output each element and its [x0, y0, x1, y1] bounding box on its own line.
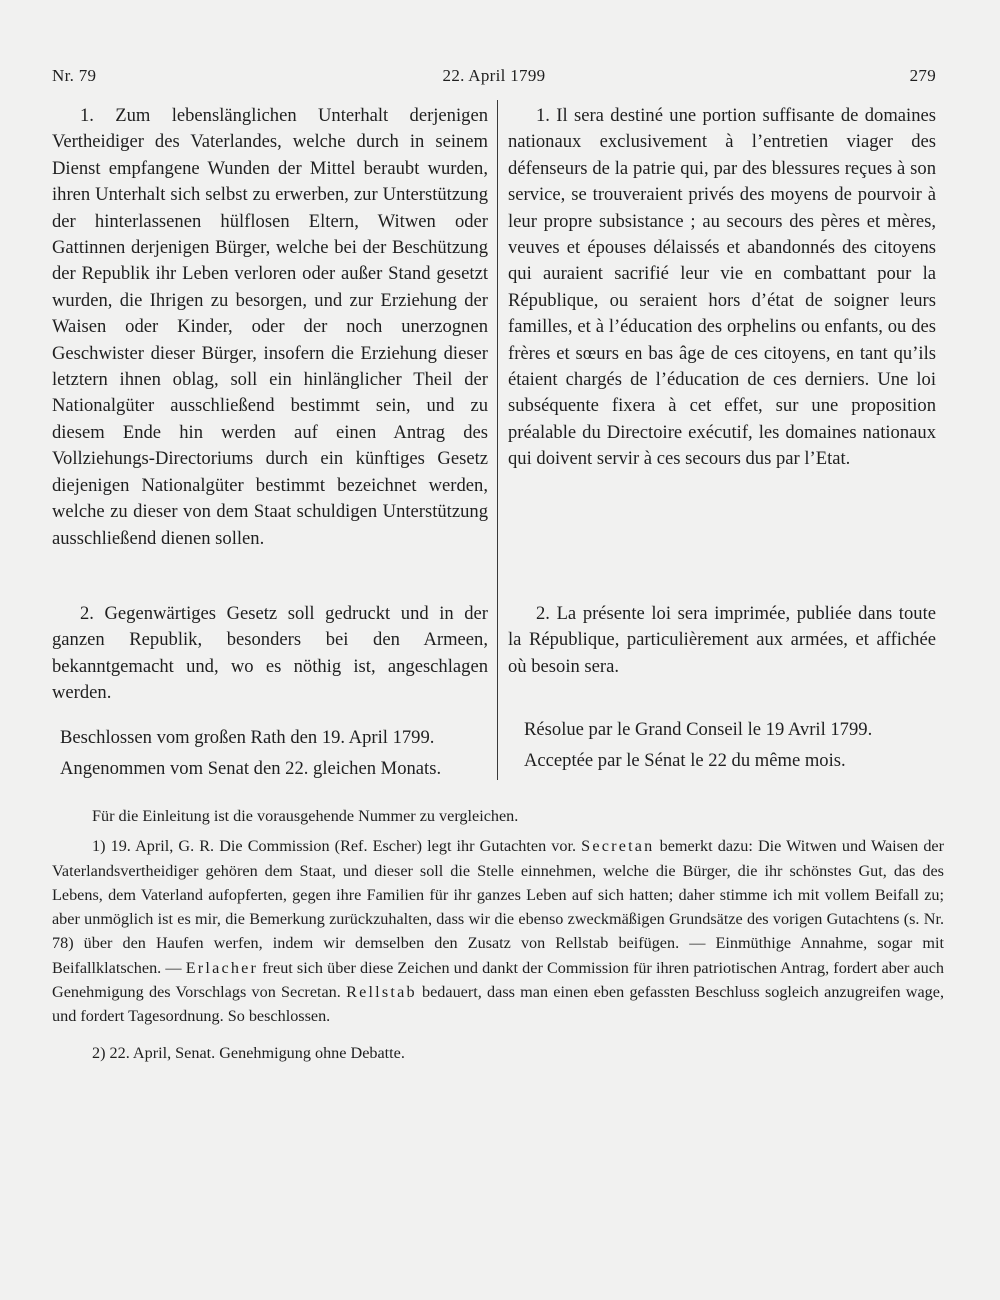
french-resolved-line: Résolue par le Grand Conseil le 19 Avril 1799. — [524, 719, 873, 740]
german-accepted-line: Angenommen vom Senat den 22. gleichen Monats. — [60, 758, 442, 780]
column-divider — [497, 100, 498, 780]
document-date: 22. April 1799 — [442, 66, 546, 85]
footnote-1-opening: 1) 19. April, G. R. Die Commission (Ref. Escher) legt ihr Gutachten vor. — [92, 837, 577, 856]
french-decision-block — [508, 717, 936, 775]
german-resolved-line: Beschlossen vom großen Rath den 19. April 1799. — [60, 727, 435, 748]
german-decision-block — [52, 725, 488, 783]
footnote-intro: Für die Einleitung ist die vorausgehende Nummer zu vergleichen. — [92, 807, 519, 825]
speaker-name-erlacher: Erlacher — [185, 958, 259, 977]
footnote-1 — [52, 834, 944, 1028]
german-column — [52, 103, 488, 780]
footnotes — [52, 804, 944, 1065]
german-article-2: 2. Gegenwärtiges Gesetz soll gedruckt und in der ganzen Republik, besonders bei den Armeen, bekanntgemacht und, wo es nöthig ist, angeschlagen werden. — [52, 603, 488, 704]
footnote-1-secretan-remarks: bemerkt dazu: Die Witwen und Waisen der Vaterlandsvertheidiger gehören dem Staat, und dieser soll die Stelle einnehmen, welche die Bürger, die ihr schönstes Gut, das des Lebens, dem Vaterland aufopferten, gegen ihre Familien für ihr ganzes Leben auf sich hatten; daher stimme ich mit vollem Beifall zu; aber unmöglich ist es mir, die Bemerkung zurückzuhalten, dass wir die ebenso zweckmäßigen Grundsätze des vorigen Gutachtens (s. Nr. 78) über den Haufen werfen, indem wir demselben den Zusatz von Rellstab beifügen. — Einmüthige Annahme, sogar mit Beifallklatschen. — — [52, 837, 944, 977]
footnote-1-rellstab-remarks: bedauert, dass man einen eben gefassten Beschluss sogleich anzugreifen wage, und fordert Tagesordnung. So beschlossen. — [52, 983, 944, 1026]
german-article-2-block — [52, 601, 488, 707]
page-header — [52, 66, 936, 90]
french-article-2-block — [508, 601, 936, 680]
footnote-2: 2) 22. April, Senat. Genehmigung ohne Debatte. — [92, 1043, 405, 1062]
french-accepted-line: Acceptée par le Sénat le 22 du même mois. — [524, 750, 846, 772]
french-article-2: 2. La présente loi sera imprimée, publiée dans toute la République, particulièrement aux armées, et affichée où besoin sera. — [508, 603, 936, 677]
speaker-name-rellstab: Rellstab — [346, 983, 417, 1002]
french-column — [508, 103, 936, 772]
speaker-name-secretan: Secretan — [581, 837, 655, 856]
page-number: 279 — [909, 66, 936, 85]
footnote-1-erlacher-remarks: freut sich über diese Zeichen und dankt der Commission für ihren patriotischen Antrag, fordert aber auch Genehmigung des Vorschlags von Secretan. — [52, 958, 945, 1002]
french-article-1: 1. Il sera destiné une portion suffisante de domaines nationaux exclusivement à l’entretien viager des défenseurs de la patrie qui, par des blessures reçues à son service, se trouveraient privés des moyens de pourvoir à leur propre subsistance ; au secours des pères et mères, veuves et épouses délaissés et abandonnés des citoyens qui auraient sacrifié leur vie en combattant pour la République, ou seraient hors d’état de soigner leurs familles, et à l’éducation des orphelins ou enfants, ou des frères et sœurs en bas âge de ces citoyens, en tant qu’ils étaient chargés de l’éducation de ces derniers. Une loi subséquente fixera à cet effet, sur une proposition préalable du Directoire exécutif, les domaines nationaux qui doivent servir à ces secours dus par l’Etat. — [508, 105, 936, 470]
german-article-1: 1. Zum lebenslänglichen Unterhalt derjenigen Vertheidiger des Vaterlandes, welche durch in seinem Dienst empfangene Wunden der Mittel beraubt wurden, ihren Unterhalt sich selbst zu erwerben, zur Unterstützung der hinterlassenen hülflosen Eltern, Witwen oder Gattinnen derjenigen Bürger, welche bei der Beschützung der Republik ihr Leben verloren oder außer Stand gesetzt wurden, die Ihrigen zu besorgen, und zur Erziehung der Waisen oder Kinder, oder der noch unerzognen Geschwister dieser Bürger, insofern die Erziehung dieser letztern ihnen oblag, soll ein hinlänglicher Theil der Nationalgüter ausschließend bestimmt sein, und zu diesem Ende hin werden auf einen Antrag des Vollziehungs-Directoriums durch ein künftiges Gesetz diejenigen Nationalgüter bestimmt bezeichnet werden, welche zu dieser von dem Staat schuldigen Unterstützung ausschließend dienen sollen. — [52, 105, 488, 549]
document-number: Nr. 79 — [52, 66, 97, 85]
